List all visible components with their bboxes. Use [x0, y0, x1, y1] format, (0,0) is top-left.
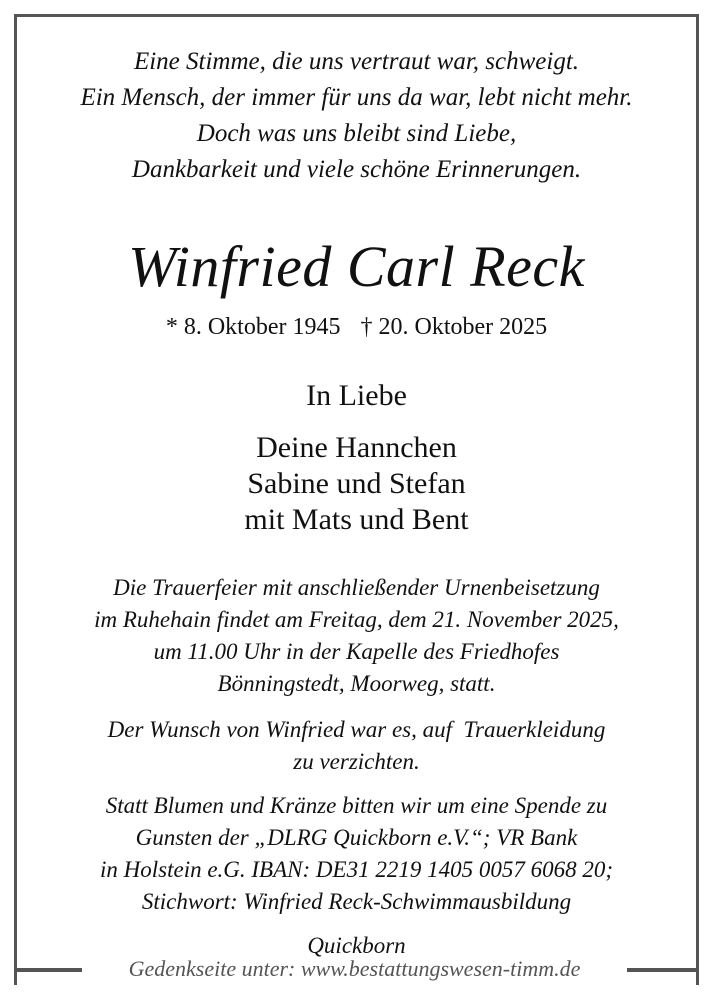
ceremony-info	[20, 572, 693, 700]
donation-line: Statt Blumen und Kränze bitten wir um eine Spende zu	[105, 793, 608, 818]
poem-line: Eine Stimme, die uns vertraut war, schweigt.	[133, 48, 580, 75]
ceremony-line: Die Trauerfeier mit anschließender Urnenbeisetzung	[113, 575, 600, 600]
mourners-intro: In Liebe	[306, 379, 407, 412]
frame-corner-left	[14, 968, 17, 985]
ceremony-line: im Ruhehain findet am Freitag, dem 21. November 2025,	[94, 607, 619, 632]
life-dates	[20, 312, 693, 342]
wish-line: Der Wunsch von Winfried war es, auf Trauerkleidung	[107, 717, 606, 742]
birth-date: * 8. Oktober 1945	[165, 314, 341, 340]
obituary-content	[20, 44, 693, 962]
frame-bottom-rule-right	[627, 968, 699, 972]
ceremony-line: Bönningstedt, Moorweg, statt.	[217, 671, 496, 696]
mourner-line: Sabine und Stefan	[247, 467, 466, 500]
poem-line: Ein Mensch, der immer für uns da war, lebt nicht mehr.	[80, 84, 633, 111]
memorial-page-link[interactable]: Gedenkseite unter: www.bestattungswesen-timm.de	[128, 956, 581, 981]
frame-corner-right	[696, 968, 699, 985]
donation-line: in Holstein e.G. IBAN: DE31 2219 1405 0057 6068 20;	[100, 857, 613, 882]
donation-info	[20, 790, 693, 918]
death-date: † 20. Oktober 2025	[360, 314, 548, 340]
mourner-line: Deine Hannchen	[256, 431, 457, 464]
mourner-line: mit Mats und Bent	[244, 503, 469, 536]
poem-line: Doch was uns bleibt sind Liebe,	[196, 120, 517, 147]
poem-line: Dankbarkeit und viele schöne Erinnerungen.	[131, 156, 582, 183]
place-name: Quickborn	[307, 933, 406, 958]
wish-line: zu verzichten.	[293, 749, 420, 774]
ceremony-line: um 11.00 Uhr in der Kapelle des Friedhofes	[153, 639, 560, 664]
mourners-list	[20, 430, 693, 538]
poem	[20, 44, 693, 188]
deceased-name: Winfried Carl Reck	[128, 234, 585, 299]
frame-bottom-rule-left	[14, 968, 82, 972]
clothing-wish	[20, 714, 693, 778]
donation-line: Stichwort: Winfried Reck-Schwimmausbildung	[141, 889, 572, 914]
donation-line: Gunsten der „DLRG Quickborn e.V.“; VR Bank	[135, 825, 578, 850]
